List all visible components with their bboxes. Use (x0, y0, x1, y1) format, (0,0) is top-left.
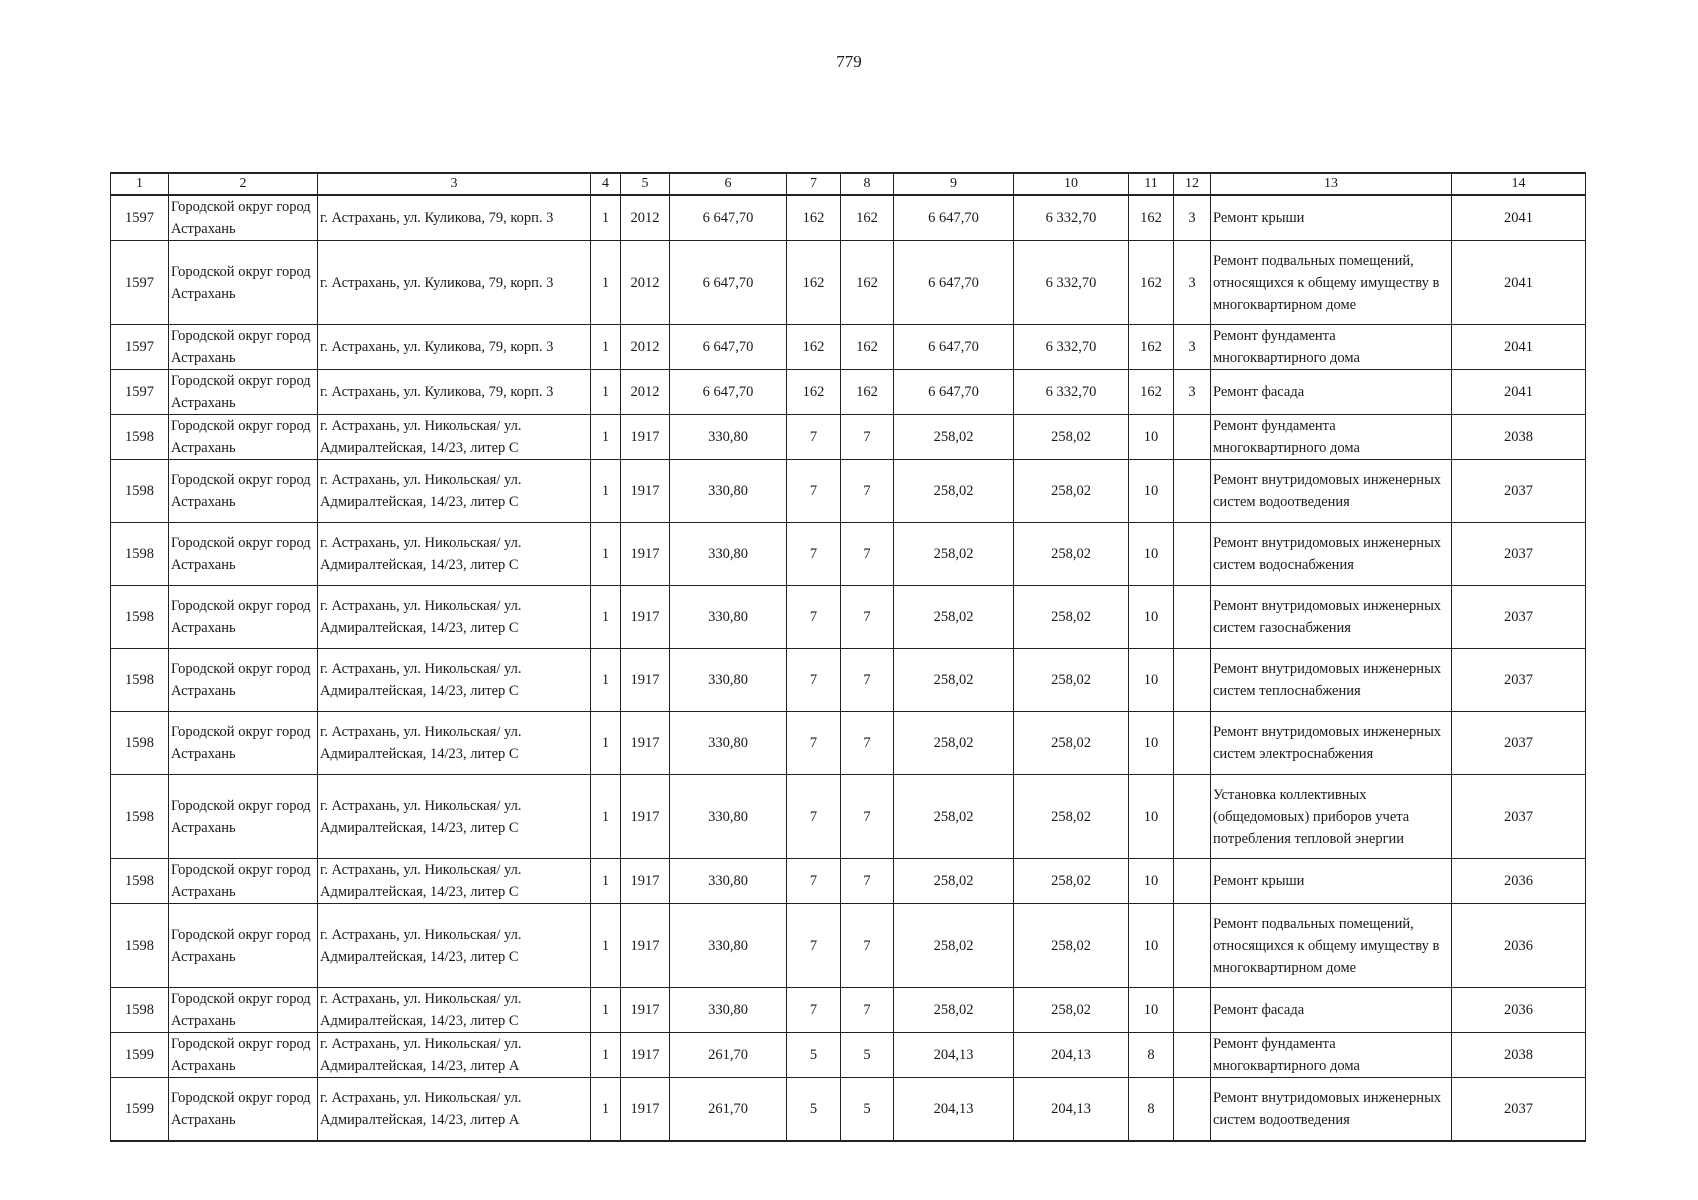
col4-cell: 1 (591, 241, 621, 325)
col10-cell: 258,02 (1014, 988, 1129, 1033)
total-area-cell: 330,80 (670, 859, 787, 904)
col9-cell: 258,02 (894, 775, 1014, 859)
work-type-cell: Ремонт фасада (1211, 370, 1452, 415)
col11-cell: 162 (1129, 325, 1174, 370)
col7-cell: 7 (787, 586, 841, 649)
work-type-cell: Ремонт внутридомовых инженерных систем электроснабжения (1211, 712, 1452, 775)
col4-cell: 1 (591, 859, 621, 904)
column-number: 4 (591, 173, 621, 195)
col10-cell: 6 332,70 (1014, 325, 1129, 370)
col9-cell: 6 647,70 (894, 195, 1014, 241)
col7-cell: 7 (787, 523, 841, 586)
year-cell: 2012 (621, 370, 670, 415)
year-cell: 1917 (621, 904, 670, 988)
col9-cell: 258,02 (894, 586, 1014, 649)
year-cell: 1917 (621, 460, 670, 523)
row-number-cell: 1598 (111, 523, 169, 586)
column-number: 3 (318, 173, 591, 195)
work-type-cell: Ремонт фундамента многоквартирного дома (1211, 325, 1452, 370)
total-area-cell: 261,70 (670, 1033, 787, 1078)
total-area-cell: 330,80 (670, 523, 787, 586)
planned-year-cell: 2038 (1452, 1033, 1586, 1078)
col7-cell: 5 (787, 1033, 841, 1078)
row-number-cell: 1598 (111, 859, 169, 904)
year-cell: 1917 (621, 649, 670, 712)
municipality-cell: Городской округ город Астрахань (169, 859, 318, 904)
year-cell: 1917 (621, 523, 670, 586)
address-cell: г. Астрахань, ул. Куликова, 79, корп. 3 (318, 241, 591, 325)
total-area-cell: 6 647,70 (670, 241, 787, 325)
col12-cell (1174, 586, 1211, 649)
planned-year-cell: 2037 (1452, 460, 1586, 523)
col8-cell: 7 (841, 904, 894, 988)
col11-cell: 162 (1129, 370, 1174, 415)
row-number-cell: 1599 (111, 1033, 169, 1078)
total-area-cell: 330,80 (670, 904, 787, 988)
col10-cell: 258,02 (1014, 775, 1129, 859)
row-number-cell: 1597 (111, 370, 169, 415)
col10-cell: 258,02 (1014, 523, 1129, 586)
col10-cell: 6 332,70 (1014, 370, 1129, 415)
municipality-cell: Городской округ город Астрахань (169, 415, 318, 460)
table-row (111, 712, 1586, 775)
col7-cell: 7 (787, 712, 841, 775)
municipality-cell: Городской округ город Астрахань (169, 241, 318, 325)
col9-cell: 258,02 (894, 859, 1014, 904)
municipality-cell: Городской округ город Астрахань (169, 460, 318, 523)
col10-cell: 258,02 (1014, 415, 1129, 460)
column-number: 11 (1129, 173, 1174, 195)
col10-cell: 204,13 (1014, 1078, 1129, 1141)
table-row (111, 415, 1586, 460)
col11-cell: 10 (1129, 523, 1174, 586)
total-area-cell: 6 647,70 (670, 370, 787, 415)
total-area-cell: 261,70 (670, 1078, 787, 1141)
row-number-cell: 1597 (111, 195, 169, 241)
total-area-cell: 330,80 (670, 988, 787, 1033)
work-type-cell: Ремонт внутридомовых инженерных систем теплоснабжения (1211, 649, 1452, 712)
table-row (111, 1078, 1586, 1141)
municipality-cell: Городской округ город Астрахань (169, 775, 318, 859)
col9-cell: 6 647,70 (894, 241, 1014, 325)
col8-cell: 7 (841, 460, 894, 523)
col12-cell (1174, 460, 1211, 523)
col4-cell: 1 (591, 325, 621, 370)
col8-cell: 7 (841, 712, 894, 775)
col7-cell: 162 (787, 325, 841, 370)
col9-cell: 258,02 (894, 904, 1014, 988)
year-cell: 1917 (621, 415, 670, 460)
col4-cell: 1 (591, 775, 621, 859)
planned-year-cell: 2036 (1452, 859, 1586, 904)
column-number: 2 (169, 173, 318, 195)
housing-repair-table (110, 172, 1586, 1142)
col12-cell (1174, 904, 1211, 988)
address-cell: г. Астрахань, ул. Никольская/ ул. Адмиралтейская, 14/23, литер А (318, 1078, 591, 1141)
col9-cell: 258,02 (894, 649, 1014, 712)
col8-cell: 5 (841, 1078, 894, 1141)
col11-cell: 10 (1129, 904, 1174, 988)
col8-cell: 162 (841, 241, 894, 325)
address-cell: г. Астрахань, ул. Никольская/ ул. Адмиралтейская, 14/23, литер С (318, 988, 591, 1033)
col8-cell: 5 (841, 1033, 894, 1078)
municipality-cell: Городской округ город Астрахань (169, 195, 318, 241)
col4-cell: 1 (591, 1033, 621, 1078)
work-type-cell: Ремонт крыши (1211, 859, 1452, 904)
col7-cell: 7 (787, 460, 841, 523)
work-type-cell: Ремонт внутридомовых инженерных систем водоснабжения (1211, 523, 1452, 586)
col11-cell: 8 (1129, 1078, 1174, 1141)
col8-cell: 7 (841, 775, 894, 859)
row-number-cell: 1598 (111, 415, 169, 460)
col10-cell: 6 332,70 (1014, 241, 1129, 325)
col12-cell: 3 (1174, 195, 1211, 241)
planned-year-cell: 2036 (1452, 904, 1586, 988)
row-number-cell: 1597 (111, 325, 169, 370)
col10-cell: 258,02 (1014, 460, 1129, 523)
col9-cell: 258,02 (894, 415, 1014, 460)
planned-year-cell: 2037 (1452, 649, 1586, 712)
column-number: 6 (670, 173, 787, 195)
col11-cell: 10 (1129, 586, 1174, 649)
total-area-cell: 330,80 (670, 712, 787, 775)
address-cell: г. Астрахань, ул. Куликова, 79, корп. 3 (318, 325, 591, 370)
municipality-cell: Городской округ город Астрахань (169, 988, 318, 1033)
planned-year-cell: 2036 (1452, 988, 1586, 1033)
row-number-cell: 1598 (111, 904, 169, 988)
total-area-cell: 330,80 (670, 415, 787, 460)
col11-cell: 10 (1129, 859, 1174, 904)
col4-cell: 1 (591, 195, 621, 241)
col7-cell: 162 (787, 370, 841, 415)
municipality-cell: Городской округ город Астрахань (169, 712, 318, 775)
table-row (111, 859, 1586, 904)
planned-year-cell: 2041 (1452, 370, 1586, 415)
total-area-cell: 330,80 (670, 649, 787, 712)
col12-cell (1174, 988, 1211, 1033)
row-number-cell: 1598 (111, 586, 169, 649)
year-cell: 1917 (621, 1078, 670, 1141)
year-cell: 1917 (621, 775, 670, 859)
col10-cell: 258,02 (1014, 712, 1129, 775)
address-cell: г. Астрахань, ул. Никольская/ ул. Адмиралтейская, 14/23, литер С (318, 460, 591, 523)
total-area-cell: 330,80 (670, 586, 787, 649)
col10-cell: 204,13 (1014, 1033, 1129, 1078)
col8-cell: 7 (841, 523, 894, 586)
planned-year-cell: 2041 (1452, 241, 1586, 325)
col8-cell: 7 (841, 649, 894, 712)
municipality-cell: Городской округ город Астрахань (169, 1033, 318, 1078)
col4-cell: 1 (591, 904, 621, 988)
col11-cell: 162 (1129, 195, 1174, 241)
col10-cell: 258,02 (1014, 649, 1129, 712)
table-row (111, 195, 1586, 241)
col7-cell: 7 (787, 988, 841, 1033)
address-cell: г. Астрахань, ул. Куликова, 79, корп. 3 (318, 370, 591, 415)
col10-cell: 6 332,70 (1014, 195, 1129, 241)
col11-cell: 162 (1129, 241, 1174, 325)
col12-cell (1174, 1078, 1211, 1141)
row-number-cell: 1598 (111, 649, 169, 712)
col7-cell: 5 (787, 1078, 841, 1141)
planned-year-cell: 2037 (1452, 712, 1586, 775)
address-cell: г. Астрахань, ул. Никольская/ ул. Адмиралтейская, 14/23, литер С (318, 859, 591, 904)
table-row (111, 904, 1586, 988)
year-cell: 2012 (621, 241, 670, 325)
col7-cell: 162 (787, 195, 841, 241)
table-body (111, 195, 1586, 1141)
column-number: 9 (894, 173, 1014, 195)
column-number-row (111, 173, 1586, 195)
address-cell: г. Астрахань, ул. Никольская/ ул. Адмиралтейская, 14/23, литер С (318, 775, 591, 859)
row-number-cell: 1598 (111, 460, 169, 523)
work-type-cell: Ремонт подвальных помещений, относящихся к общему имуществу в многоквартирном доме (1211, 904, 1452, 988)
municipality-cell: Городской округ город Астрахань (169, 370, 318, 415)
municipality-cell: Городской округ город Астрахань (169, 586, 318, 649)
address-cell: г. Астрахань, ул. Никольская/ ул. Адмиралтейская, 14/23, литер С (318, 523, 591, 586)
planned-year-cell: 2041 (1452, 325, 1586, 370)
planned-year-cell: 2037 (1452, 586, 1586, 649)
address-cell: г. Астрахань, ул. Никольская/ ул. Адмиралтейская, 14/23, литер С (318, 649, 591, 712)
col11-cell: 10 (1129, 988, 1174, 1033)
column-number: 13 (1211, 173, 1452, 195)
col10-cell: 258,02 (1014, 904, 1129, 988)
planned-year-cell: 2037 (1452, 523, 1586, 586)
col4-cell: 1 (591, 988, 621, 1033)
col11-cell: 8 (1129, 1033, 1174, 1078)
table-row (111, 775, 1586, 859)
col11-cell: 10 (1129, 460, 1174, 523)
col4-cell: 1 (591, 460, 621, 523)
col7-cell: 162 (787, 241, 841, 325)
year-cell: 1917 (621, 586, 670, 649)
table-row (111, 988, 1586, 1033)
table-row (111, 586, 1586, 649)
year-cell: 2012 (621, 195, 670, 241)
col12-cell (1174, 712, 1211, 775)
col4-cell: 1 (591, 370, 621, 415)
col11-cell: 10 (1129, 712, 1174, 775)
address-cell: г. Астрахань, ул. Никольская/ ул. Адмиралтейская, 14/23, литер С (318, 712, 591, 775)
col8-cell: 162 (841, 325, 894, 370)
col4-cell: 1 (591, 712, 621, 775)
table-row (111, 325, 1586, 370)
page-number: 779 (836, 52, 862, 71)
planned-year-cell: 2041 (1452, 195, 1586, 241)
col9-cell: 6 647,70 (894, 370, 1014, 415)
table-row (111, 649, 1586, 712)
col12-cell (1174, 523, 1211, 586)
col10-cell: 258,02 (1014, 586, 1129, 649)
municipality-cell: Городской округ город Астрахань (169, 325, 318, 370)
municipality-cell: Городской округ город Астрахань (169, 1078, 318, 1141)
col11-cell: 10 (1129, 775, 1174, 859)
work-type-cell: Ремонт внутридомовых инженерных систем водоотведения (1211, 460, 1452, 523)
col12-cell (1174, 859, 1211, 904)
col8-cell: 162 (841, 195, 894, 241)
table-row (111, 523, 1586, 586)
col4-cell: 1 (591, 1078, 621, 1141)
year-cell: 1917 (621, 859, 670, 904)
row-number-cell: 1598 (111, 988, 169, 1033)
municipality-cell: Городской округ город Астрахань (169, 523, 318, 586)
col12-cell: 3 (1174, 325, 1211, 370)
column-number: 5 (621, 173, 670, 195)
col11-cell: 10 (1129, 649, 1174, 712)
table-row (111, 460, 1586, 523)
col11-cell: 10 (1129, 415, 1174, 460)
planned-year-cell: 2038 (1452, 415, 1586, 460)
total-area-cell: 330,80 (670, 460, 787, 523)
row-number-cell: 1599 (111, 1078, 169, 1141)
col8-cell: 7 (841, 859, 894, 904)
col8-cell: 7 (841, 415, 894, 460)
col9-cell: 204,13 (894, 1033, 1014, 1078)
year-cell: 1917 (621, 1033, 670, 1078)
address-cell: г. Астрахань, ул. Никольская/ ул. Адмиралтейская, 14/23, литер С (318, 904, 591, 988)
row-number-cell: 1598 (111, 775, 169, 859)
work-type-cell: Ремонт фасада (1211, 988, 1452, 1033)
address-cell: г. Астрахань, ул. Никольская/ ул. Адмиралтейская, 14/23, литер С (318, 586, 591, 649)
col7-cell: 7 (787, 859, 841, 904)
work-type-cell: Ремонт крыши (1211, 195, 1452, 241)
col7-cell: 7 (787, 649, 841, 712)
col9-cell: 258,02 (894, 460, 1014, 523)
municipality-cell: Городской округ город Астрахань (169, 649, 318, 712)
col9-cell: 258,02 (894, 523, 1014, 586)
col4-cell: 1 (591, 523, 621, 586)
work-type-cell: Ремонт внутридомовых инженерных систем водоотведения (1211, 1078, 1452, 1141)
year-cell: 2012 (621, 325, 670, 370)
table-row (111, 370, 1586, 415)
col9-cell: 258,02 (894, 712, 1014, 775)
col4-cell: 1 (591, 649, 621, 712)
row-number-cell: 1597 (111, 241, 169, 325)
address-cell: г. Астрахань, ул. Куликова, 79, корп. 3 (318, 195, 591, 241)
planned-year-cell: 2037 (1452, 775, 1586, 859)
total-area-cell: 6 647,70 (670, 195, 787, 241)
column-number: 8 (841, 173, 894, 195)
year-cell: 1917 (621, 712, 670, 775)
col9-cell: 258,02 (894, 988, 1014, 1033)
total-area-cell: 6 647,70 (670, 325, 787, 370)
col12-cell (1174, 775, 1211, 859)
col7-cell: 7 (787, 775, 841, 859)
municipality-cell: Городской округ город Астрахань (169, 904, 318, 988)
column-number: 10 (1014, 173, 1129, 195)
planned-year-cell: 2037 (1452, 1078, 1586, 1141)
col12-cell (1174, 1033, 1211, 1078)
total-area-cell: 330,80 (670, 775, 787, 859)
col7-cell: 7 (787, 904, 841, 988)
col8-cell: 7 (841, 988, 894, 1033)
col12-cell: 3 (1174, 370, 1211, 415)
address-cell: г. Астрахань, ул. Никольская/ ул. Адмиралтейская, 14/23, литер С (318, 415, 591, 460)
col9-cell: 6 647,70 (894, 325, 1014, 370)
col8-cell: 7 (841, 586, 894, 649)
work-type-cell: Ремонт внутридомовых инженерных систем газоснабжения (1211, 586, 1452, 649)
column-number: 7 (787, 173, 841, 195)
table-row (111, 1033, 1586, 1078)
col12-cell (1174, 415, 1211, 460)
work-type-cell: Ремонт фундамента многоквартирного дома (1211, 1033, 1452, 1078)
col4-cell: 1 (591, 415, 621, 460)
column-number: 12 (1174, 173, 1211, 195)
col10-cell: 258,02 (1014, 859, 1129, 904)
year-cell: 1917 (621, 988, 670, 1033)
col4-cell: 1 (591, 586, 621, 649)
address-cell: г. Астрахань, ул. Никольская/ ул. Адмиралтейская, 14/23, литер А (318, 1033, 591, 1078)
col8-cell: 162 (841, 370, 894, 415)
table-row (111, 241, 1586, 325)
col7-cell: 7 (787, 415, 841, 460)
col9-cell: 204,13 (894, 1078, 1014, 1141)
work-type-cell: Ремонт подвальных помещений, относящихся к общему имуществу в многоквартирном доме (1211, 241, 1452, 325)
work-type-cell: Ремонт фундамента многоквартирного дома (1211, 415, 1452, 460)
work-type-cell: Установка коллективных (общедомовых) приборов учета потребления тепловой энергии (1211, 775, 1452, 859)
col12-cell (1174, 649, 1211, 712)
column-number: 1 (111, 173, 169, 195)
column-number: 14 (1452, 173, 1586, 195)
row-number-cell: 1598 (111, 712, 169, 775)
col12-cell: 3 (1174, 241, 1211, 325)
